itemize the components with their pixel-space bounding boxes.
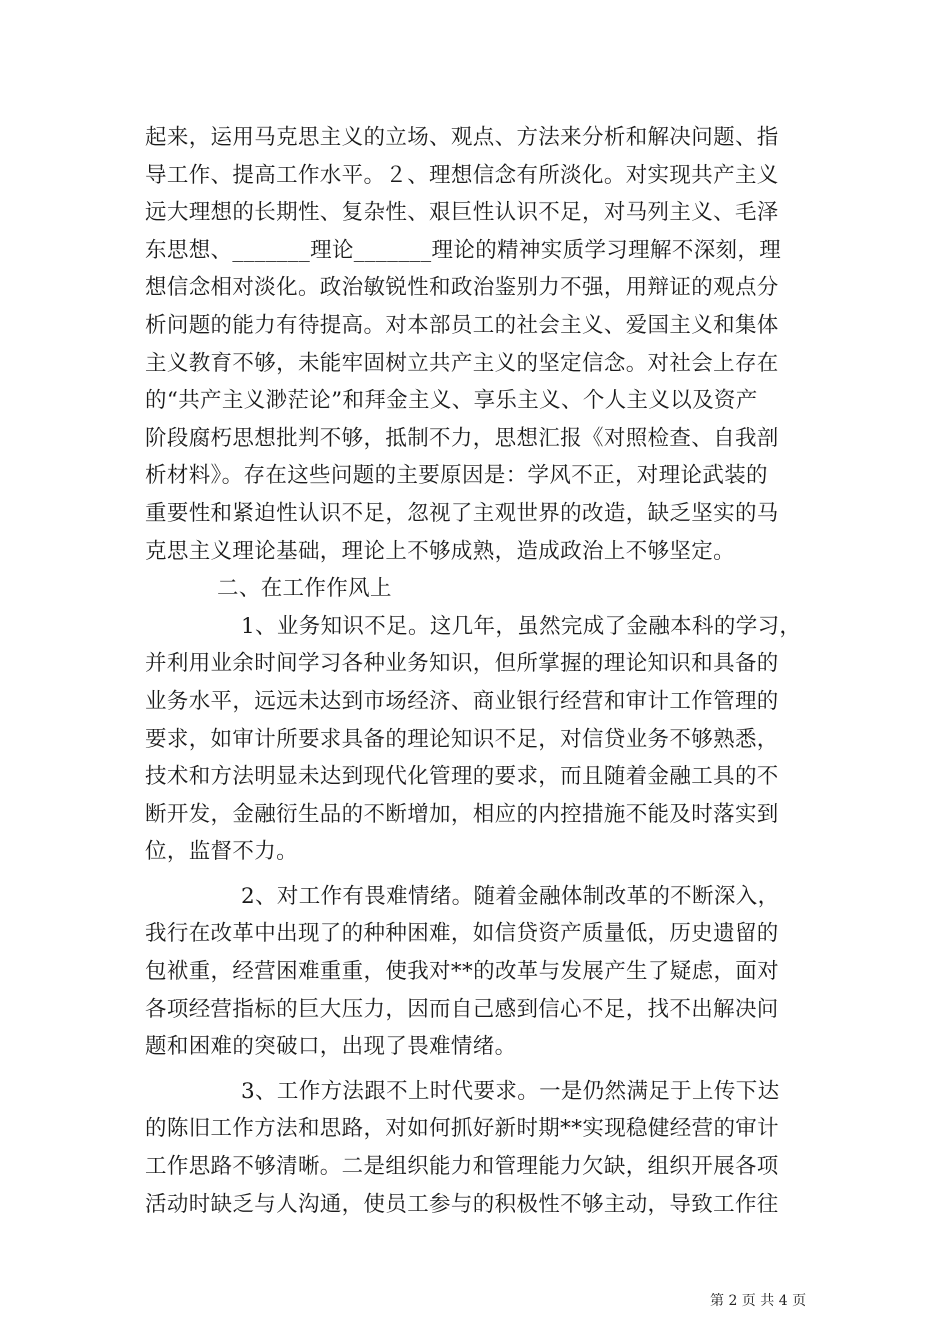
- text-line: 我行在改革中出现了的种种困难，如信贷资产质量低，历史遗留的: [145, 921, 779, 947]
- text-line: 活动时缺乏与人沟通，使员工参与的积极性不够主动，导致工作往: [145, 1191, 779, 1217]
- text-line: 位，监督不力。: [145, 839, 298, 865]
- text-line: 的“共产主义渺茫论”和拜金主义、享乐主义、个人主义以及资产: [145, 388, 758, 414]
- section-heading: 二、在工作作风上: [217, 576, 392, 602]
- text-line: 导工作、提高工作水平。２、理想信念有所淡化。对实现共产主义: [145, 162, 779, 188]
- paragraph-gap: [145, 871, 825, 878]
- section1-paragraph: [145, 119, 825, 570]
- text-line: 1、业务知识不足。这几年，虽然完成了金融本科的学习，: [241, 613, 802, 639]
- text-line: 包袱重，经营困难重重，使我对**的改革与发展产生了疑虑，面对: [145, 959, 780, 985]
- text-line: 远大理想的长期性、复杂性、艰巨性认识不足，对马列主义、毛泽: [145, 200, 779, 226]
- text-line: 起来，运用马克思主义的立场、观点、方法来分析和解决问题、指: [145, 125, 779, 150]
- text-line: 东思想、_______理论_______理论的精神实质学习理解不深刻，理: [145, 237, 782, 263]
- text-line: 题和困难的突破口，出现了畏难情绪。: [145, 1034, 517, 1060]
- text-line: 要求，如审计所要求具备的理论知识不足，对信贷业务不够熟悉，: [145, 726, 779, 752]
- page-number-footer: 第 2 页 共 4 页: [710, 1293, 807, 1309]
- paragraph-work-methods: [145, 1073, 825, 1223]
- document-body: [145, 119, 825, 1223]
- text-line: 3、工作方法跟不上时代要求。一是仍然满足于上传下达: [241, 1078, 780, 1104]
- text-line: 技术和方法明显未达到现代化管理的要求，而且随着金融工具的不: [145, 764, 779, 790]
- text-line: 并利用业余时间学习各种业务知识，但所掌握的理论知识和具备的: [145, 651, 779, 677]
- text-line: 断开发，金融衍生品的不断增加，相应的内控措施不能及时落实到: [145, 801, 779, 827]
- text-line: 阶段腐朽思想批判不够，抵制不力，思想汇报《对照检查、自我剖: [145, 425, 779, 451]
- text-line: 各项经营指标的巨大压力，因而自己感到信心不足，找不出解决问: [145, 996, 779, 1022]
- text-line: 主义教育不够，未能牢固树立共产主义的坚定信念。对社会上存在: [145, 350, 779, 376]
- paragraph-difficulty-emotion: [145, 878, 825, 1066]
- text-line: 想信念相对淡化。政治敏锐性和政治鉴别力不强，用辩证的观点分: [145, 275, 779, 301]
- text-line: 业务水平，远远未达到市场经济、商业银行经营和审计工作管理的: [145, 688, 779, 714]
- paragraph-gap: [145, 1066, 825, 1073]
- text-line: 工作思路不够清晰。二是组织能力和管理能力欠缺，组织开展各项: [145, 1154, 779, 1180]
- text-line: 克思主义理论基础，理论上不够成熟，造成政治上不够坚定。: [145, 538, 735, 564]
- text-line: 析材料》。存在这些问题的主要原因是：学风不正，对理论武装的: [145, 463, 768, 489]
- text-line: 2、对工作有畏难情绪。随着金融体制改革的不断深入，: [241, 883, 780, 909]
- text-line: 析问题的能力有待提高。对本部员工的社会主义、爱国主义和集体: [145, 312, 779, 338]
- paragraph-business-knowledge: [145, 608, 825, 871]
- text-line: 的陈旧工作方法和思路，对如何抓好新时期**实现稳健经营的审计: [145, 1116, 780, 1142]
- text-line: 重要性和紧迫性认识不足，忽视了主观世界的改造，缺乏坚实的马: [145, 500, 779, 526]
